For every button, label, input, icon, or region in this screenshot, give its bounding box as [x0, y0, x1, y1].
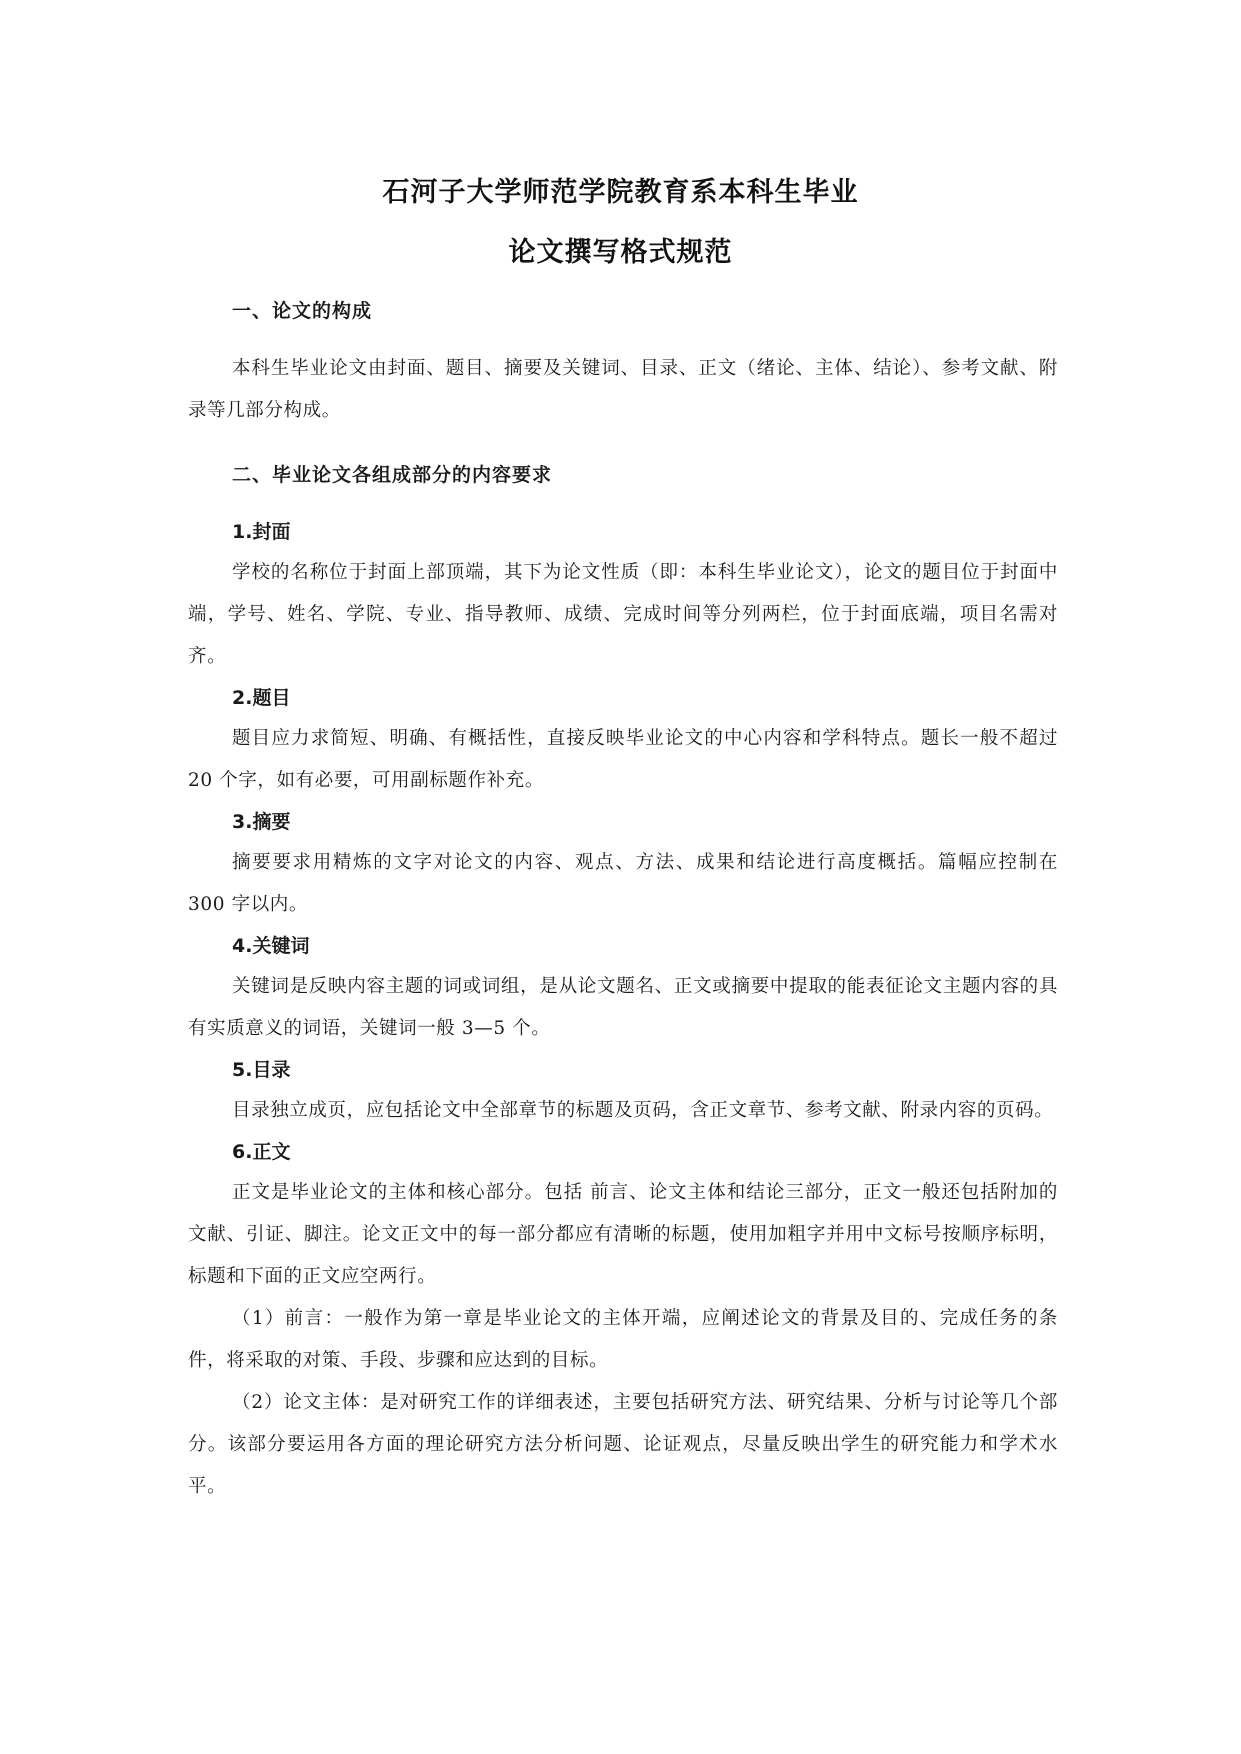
subheading-keywords: 4.关键词 — [232, 935, 310, 957]
section-heading-composition: 一、论文的构成 — [232, 300, 373, 322]
section-heading-requirements: 二、毕业论文各组成部分的内容要求 — [232, 464, 553, 486]
paragraph-preface: （1）前言：一般作为第一章是毕业论文的主体开端，应阐述论文的背景及目的、完成任务的条件，将采取的对策、手段、步骤和应达到的目标。 — [188, 1308, 1058, 1371]
paragraph-main-text: 正文是毕业论文的主体和核心部分。包括 前言、论文主体和结论三部分，正文一般还包括附加的文献、引证、脚注。论文正文中的每一部分都应有清晰的标题，使用加粗字并用中文标号按顺序标明，标题和下面的正文应空两行。 — [188, 1182, 1058, 1287]
paragraph-title: 题目应力求简短、明确、有概括性，直接反映毕业论文的中心内容和学科特点。题长一般不超过 20 个字，如有必要，可用副标题作补充。 — [188, 728, 1058, 791]
paragraph-thesis-body: （2）论文主体：是对研究工作的详细表述，主要包括研究方法、研究结果、分析与讨论等几个部分。该部分要运用各方面的理论研究方法分析问题、论证观点，尽量反映出学生的研究能力和学术水平。 — [188, 1392, 1058, 1497]
subheading-title: 2.题目 — [232, 687, 291, 709]
spacer — [188, 332, 1058, 348]
document-body — [188, 290, 1058, 1508]
document-title-line2: 论文撰写格式规范 — [508, 237, 733, 268]
subheading-abstract: 3.摘要 — [232, 811, 291, 833]
spacer — [188, 432, 1058, 454]
spacer — [188, 496, 1058, 512]
subheading-main-text: 6.正文 — [232, 1141, 291, 1163]
subheading-toc: 5.目录 — [232, 1059, 291, 1081]
paragraph-cover: 学校的名称位于封面上部顶端，其下为论文性质（即：本科生毕业论文），论文的题目位于封面中端，学号、姓名、学院、专业、指导教师、成绩、完成时间等分列两栏，位于封面底端，项目名需对齐。 — [188, 562, 1058, 667]
subheading-cover: 1.封面 — [232, 521, 291, 543]
paragraph-abstract: 摘要要求用精炼的文字对论文的内容、观点、方法、成果和结论进行高度概括。篇幅应控制在 300 字以内。 — [188, 852, 1058, 915]
paragraph-keywords: 关键词是反映内容主题的词或词组，是从论文题名、正文或摘要中提取的能表征论文主题内容的具有实质意义的词语，关键词一般 3—5 个。 — [188, 976, 1058, 1039]
document-title-line1: 石河子大学师范学院教育系本科生毕业 — [382, 177, 859, 208]
paragraph-composition: 本科生毕业论文由封面、题目、摘要及关键词、目录、正文（绪论、主体、结论）、参考文献、附录等几部分构成。 — [188, 358, 1058, 421]
paragraph-toc: 目录独立成页，应包括论文中全部章节的标题及页码，含正文章节、参考文献、附录内容的页码。 — [232, 1100, 1054, 1121]
